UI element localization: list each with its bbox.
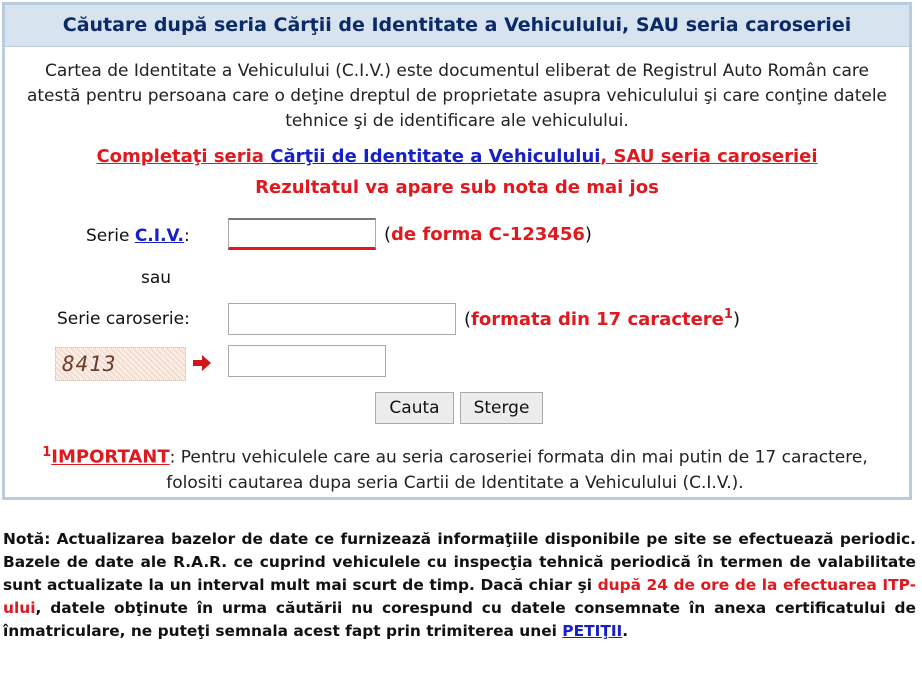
search-panel [2, 2, 912, 500]
instruction-link-body[interactable]: , SAU seria caroseriei [600, 146, 818, 167]
instruction [5, 146, 909, 167]
civ-hint-format: de forma C-123456 [391, 224, 585, 245]
civ-hint [384, 224, 592, 245]
body-series-hint [464, 307, 740, 330]
arrow-right-icon [192, 354, 212, 372]
instruction-link-civ[interactable]: Cărţii de Identitate a Vehiculului [270, 146, 601, 167]
note-text-2: , datele obţinute în urma căutării nu corespund cu datele consemnate în anexa certificatului de înmatriculare, ne puteţi semnala acest fapt prin trimiterea unei [3, 599, 916, 640]
or-label: sau [141, 268, 172, 288]
civ-link[interactable]: C.I.V. [134, 226, 184, 246]
update-note [3, 528, 916, 643]
civ-hint-open: ( [384, 224, 392, 245]
important-link[interactable]: IMPORTANT [51, 446, 170, 468]
civ-hint-close: ) [584, 224, 592, 245]
instruction-link-fill[interactable]: Completaţi seria [96, 146, 271, 167]
captcha-image: 8413 [55, 347, 186, 381]
civ-series-input[interactable] [228, 218, 376, 250]
civ-label-suffix: : [183, 226, 190, 246]
civ-label [86, 226, 190, 246]
caro-hint-format: formata din 17 caractere [471, 309, 724, 330]
note-text-1: Actualizarea bazelor de date ce furnizează informaţiile disponibile pe site se efectuează periodic. Bazele de date ale R.A.R. ce cuprind vehiculele cu inspecţia tehnică periodică în termen de valabilitate sunt actualizate la un interval mult mai scurt de timp. Dacă chiar şi [3, 530, 916, 594]
note-end: . [622, 622, 629, 640]
body-series-input[interactable] [228, 303, 456, 335]
important-note [20, 440, 890, 496]
note-highlight: după 24 de ore de la efectuarea ITP-ului [3, 576, 916, 617]
caro-hint-open: ( [464, 309, 472, 330]
caro-hint-close: ) [732, 309, 740, 330]
clear-button[interactable]: Sterge [460, 392, 543, 424]
panel-title: Căutare după seria Cărţii de Identitate a Vehiculului, SAU seria caroseriei [5, 5, 909, 47]
result-note: Rezultatul va apare sub nota de mai jos [255, 177, 659, 198]
captcha-input[interactable] [228, 345, 386, 377]
civ-label-prefix: Serie [86, 226, 135, 246]
important-footnote: 1 [42, 445, 52, 460]
search-button[interactable]: Cauta [375, 392, 454, 424]
caro-hint-footnote: 1 [723, 307, 733, 322]
body-series-label: Serie caroserie: [57, 309, 190, 329]
petition-link[interactable]: PETIŢII [562, 622, 623, 640]
civ-description: Cartea de Identitate a Vehiculului (C.I.V.) este documentul eliberat de Registrul Auto Român care atestă pentru persoana care o deţine dreptul de proprietate asupra vehiculului şi care conţine datele tehnice şi de identificare ale vehiculului. [26, 61, 888, 131]
note-label: Notă: [3, 530, 51, 548]
important-text: : Pentru vehiculele care au seria caroseriei formata din mai putin de 17 caractere, folositi cautarea dupa seria Cartii de Identitate a Vehiculului (C.I.V.). [166, 447, 868, 493]
